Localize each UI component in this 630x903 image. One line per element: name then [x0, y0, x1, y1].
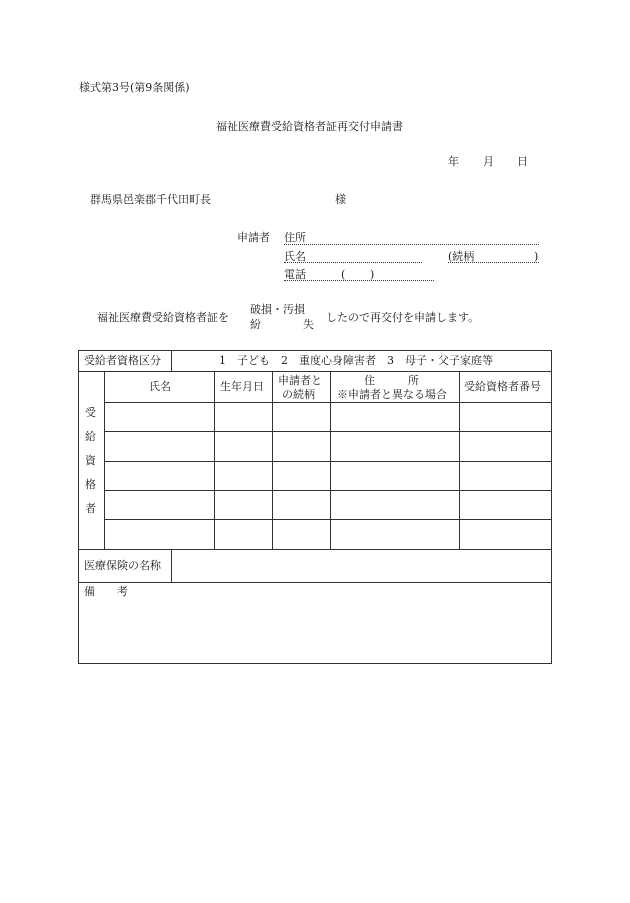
phone-close-paren: ): [370, 268, 375, 281]
header-address-line1: 住 所: [364, 374, 419, 387]
side-label-char-3: 資: [85, 454, 96, 467]
insurance-label: 医療保険の名称: [84, 559, 161, 572]
phone-open-paren: (: [341, 268, 346, 281]
beneficiary-table: [78, 350, 552, 664]
statement-prefix: 福祉医療費受給資格者証を: [97, 311, 229, 324]
header-number: 受給資格者番号: [464, 380, 541, 393]
statement-option-damage: 破損・汚損: [250, 303, 305, 316]
remarks-label: 備 考: [84, 585, 128, 598]
relation-field[interactable]: [448, 262, 539, 263]
category-options[interactable]: 1 子ども 2 重度心身障害者 3 母子・父子家庭等: [219, 354, 493, 367]
addressee-office: 群馬県邑楽郡千代田町長: [90, 193, 211, 206]
header-relation-line1: 申請者と: [278, 374, 322, 387]
side-label-char-1: 受: [85, 406, 96, 419]
statement-suffix: したので再交付を申請します。: [326, 311, 480, 324]
statement-option-loss-1: 紛: [250, 318, 261, 331]
name-field[interactable]: [284, 262, 422, 263]
date-year-label: 年: [448, 155, 459, 168]
header-address-line2: ※申請者と異なる場合: [337, 388, 447, 401]
addressee-honorific: 様: [335, 193, 346, 206]
name-label: 氏名: [284, 250, 306, 263]
date-day-label: 日: [517, 155, 528, 168]
statement-option-loss-2: 失: [303, 318, 314, 331]
category-label: 受給者資格区分: [84, 354, 161, 367]
address-field[interactable]: [284, 244, 539, 245]
form-number: 様式第3号(第9条関係): [79, 81, 190, 94]
header-relation-line2: の続柄: [282, 388, 315, 401]
header-name: 氏名: [149, 380, 171, 393]
phone-label: 電話: [284, 268, 306, 281]
side-label-char-4: 格: [85, 478, 96, 491]
page-title: 福祉医療費受給資格者証再交付申請書: [216, 120, 403, 133]
relation-close: ): [534, 250, 539, 263]
applicant-label: 申請者: [237, 231, 270, 244]
side-label-char-2: 給: [85, 430, 96, 443]
phone-field[interactable]: [284, 280, 434, 281]
header-birthdate: 生年月日: [220, 380, 264, 393]
date-month-label: 月: [483, 155, 494, 168]
relation-label: (続柄: [448, 250, 475, 263]
side-label-char-5: 者: [85, 502, 96, 515]
address-label: 住所: [284, 231, 306, 244]
